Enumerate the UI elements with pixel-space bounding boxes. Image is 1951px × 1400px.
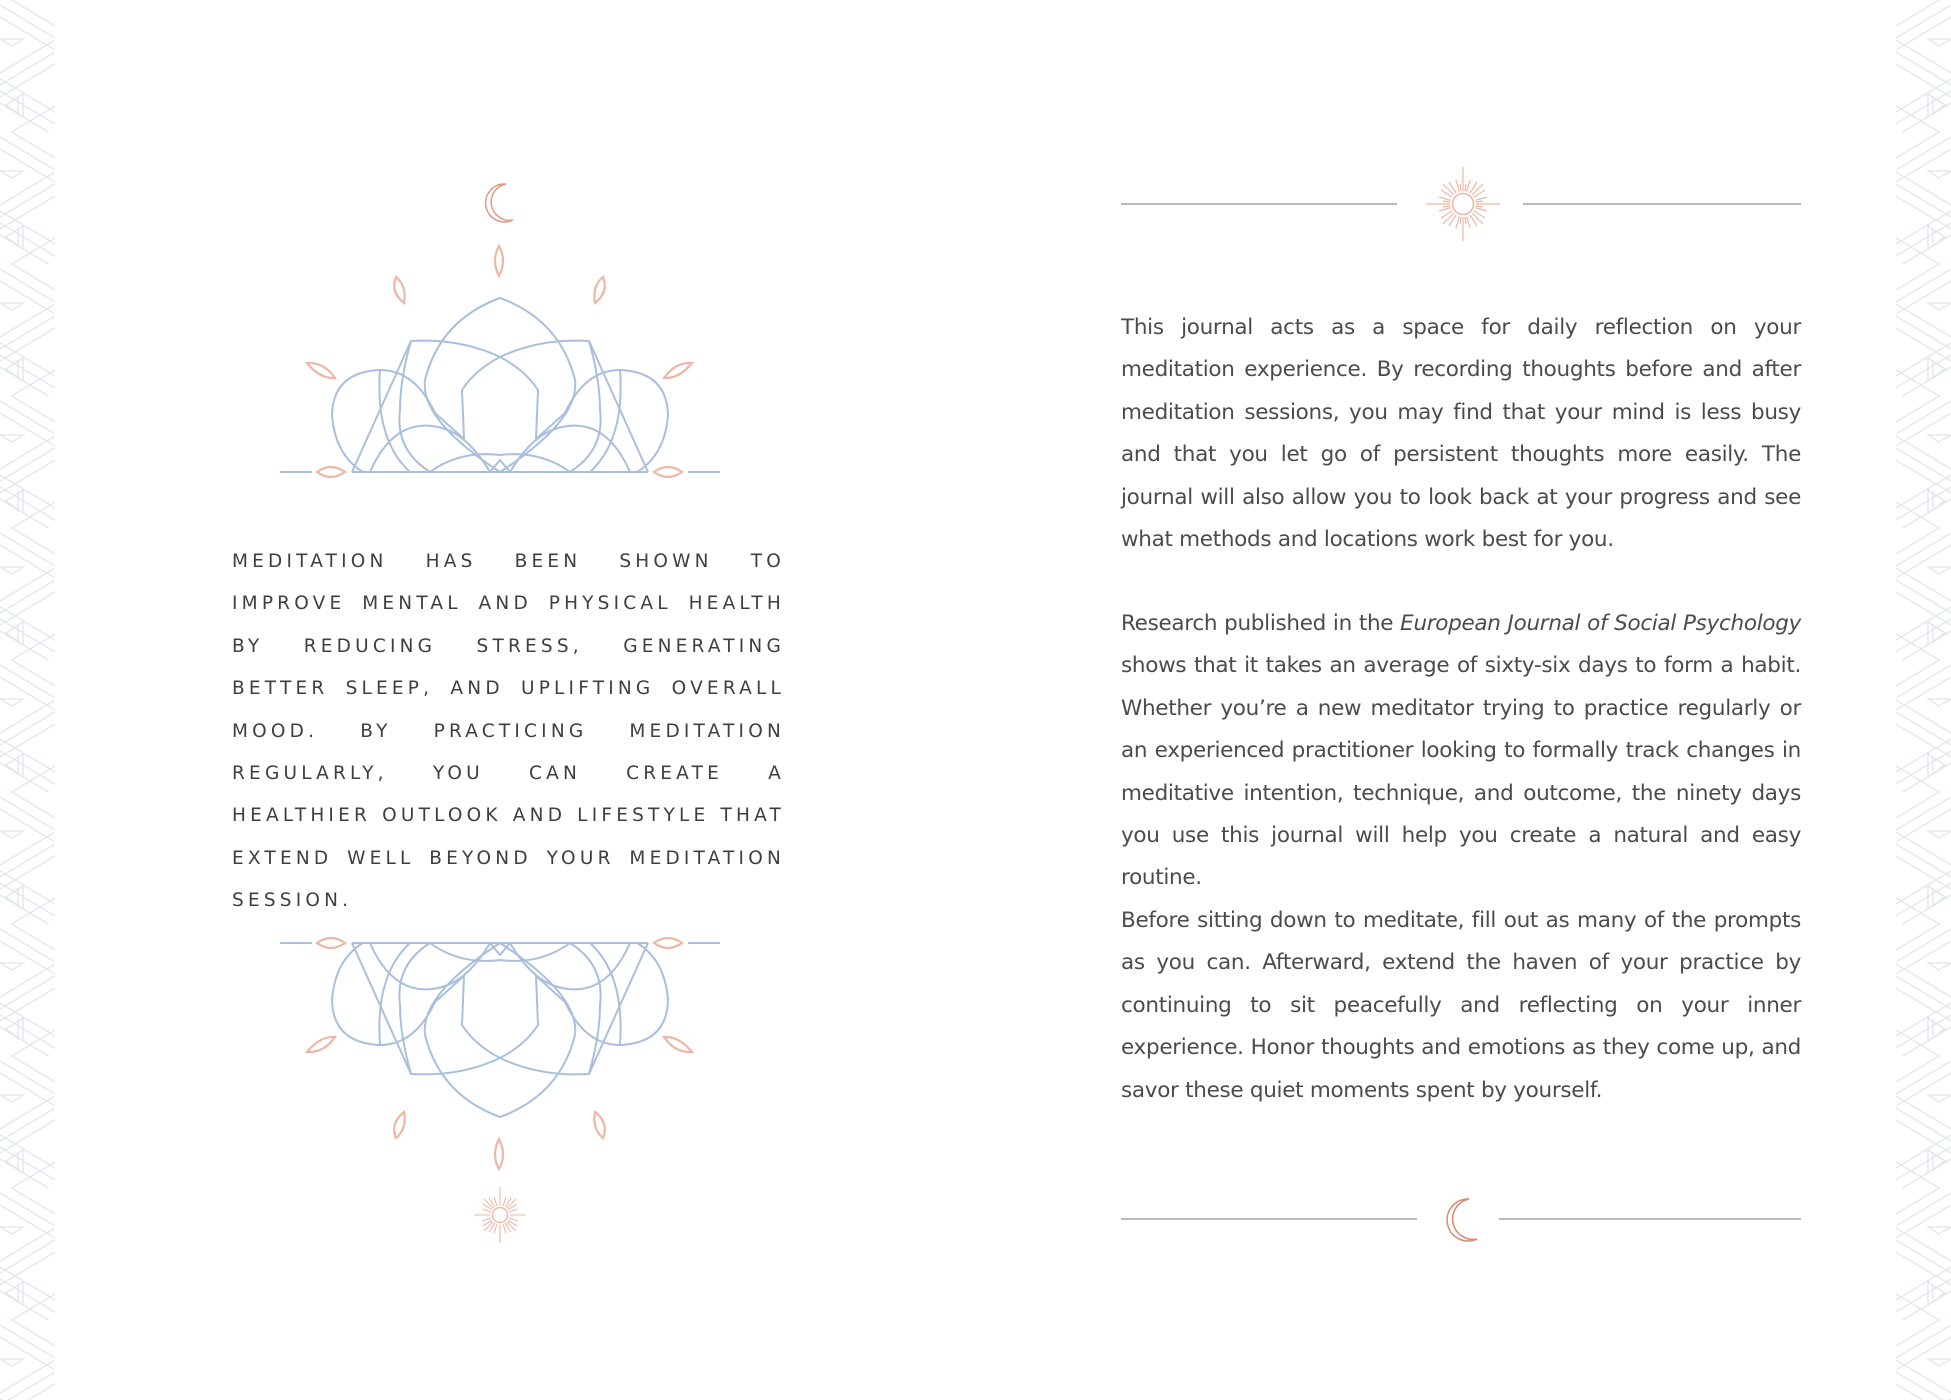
body-paragraph-2 xyxy=(1121,603,1801,900)
lotus-mandala-upper xyxy=(220,240,780,485)
paragraph-2-lead: Research published in the xyxy=(1121,611,1401,636)
journal-title-citation: European Journal of Social Psychology xyxy=(1400,611,1801,636)
sun-burst-icon xyxy=(1425,166,1501,242)
right-page xyxy=(975,0,1896,1400)
divider-line-left xyxy=(1121,203,1397,205)
body-paragraph-1: This journal acts as a space for daily reflection on your meditation experience. By recording thoughts before and after meditation sessions, you may find that your mind is less busy and that you let go of persistent thoughts more easily. The journal will also allow you to look back at your progress and see what methods and locations work best for you. xyxy=(1121,315,1801,553)
intro-text: MEDITATION HAS BEEN SHOWN TO IMPROVE MENTAL AND PHYSICAL HEALTH BY REDUCING STRESS, GENERATING BETTER SLEEP, AND UPLIFTING OVERALL MOOD. BY PRACTICING MEDITATION REGULARLY, YOU CAN CREATE A HEALTHIER OUTLOOK AND LIFESTYLE THAT EXTEND WELL BEYOND YOUR MEDITATION SESSION. xyxy=(232,551,785,912)
body-paragraph-3: Before sitting down to meditate, fill out as many of the prompts as you can. Afterward, extend the haven of your practice by continuing to sit peacefully and reflecting on your inner experience. Honor thoughts and emotions as they come up, and savor these quiet moments spent by yourself. xyxy=(1121,908,1801,1103)
divider-line-right-bottom xyxy=(1499,1218,1801,1220)
decorative-edge-pattern-left xyxy=(0,0,55,1400)
decorative-edge-pattern-right xyxy=(1896,0,1951,1400)
left-page xyxy=(55,0,975,1400)
divider-line-left-bottom xyxy=(1121,1218,1417,1220)
paragraph-2-rest: shows that it takes an average of sixty-six days to form a habit. Whether you’re a new meditator trying to practice regularly or an experienced practitioner looking to formally track changes in meditative intention, technique, and outcome, the ninety days you use this journal will help you create a natural and easy routine. xyxy=(1121,653,1801,891)
crescent-moon-icon xyxy=(480,180,520,226)
lotus-mandala-lower xyxy=(220,930,780,1175)
sun-burst-icon xyxy=(470,1185,530,1245)
crescent-moon-icon xyxy=(1437,1195,1485,1245)
divider-line-right xyxy=(1523,203,1801,205)
